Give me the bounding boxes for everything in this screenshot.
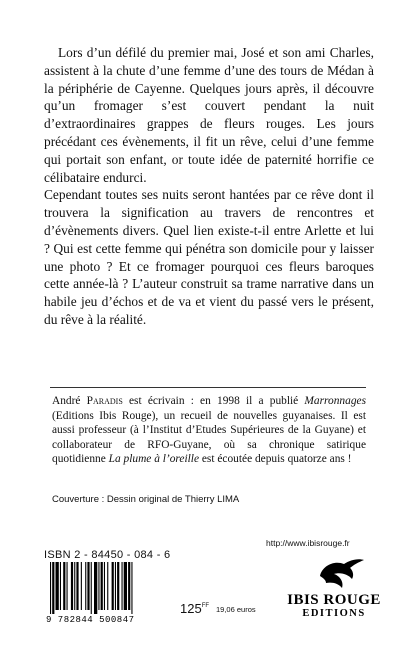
- synopsis-paragraph-2: Cependant toutes ses nuits seront hantées par ce rêve dont il trouvera la signification au travers de rencontres et d’évènements divers. Quel lien existe-t-il entre Arlette et lui ? Qui est cette femme qui pénétra son domicile pour y laisser une photo ? Et ce fromager pourquoi ces fleurs baroques cette année-là ? L’auteur construit sa trame narrative dans un habile jeu d’échos et de va et vient du passé vers le présent, du rêve à la réalité.: [44, 187, 374, 327]
- publisher-editions: EDITIONS: [302, 608, 366, 619]
- author-first-name: André: [52, 395, 87, 407]
- barcode-bar: [52, 562, 54, 614]
- barcode-bar: [94, 562, 97, 614]
- isbn: ISBN 2 - 84450 - 084 - 6: [44, 549, 171, 561]
- author-bio: [52, 394, 366, 467]
- barcode-bar: [71, 562, 73, 610]
- book-title-1: Marronnages: [304, 395, 366, 407]
- barcode-bar: [81, 562, 82, 610]
- price-unit: FF: [201, 603, 210, 609]
- barcode-bar: [122, 562, 123, 610]
- publisher-name: IBIS ROUGE: [287, 592, 381, 608]
- barcode-bar: [67, 562, 68, 610]
- price: [180, 600, 209, 618]
- barcode-digits: 9 782844 500847: [46, 615, 135, 624]
- price-euros: 19,06 euros: [216, 605, 256, 614]
- synopsis-paragraph-1: Lors d’un défilé du premier mai, José et son ami Charles, assistent à la chute d’une femme d’une des tours de Médan à la périphérie de Cayenne. Quelques jours après, il découvre qu’un fromager s’est couvert pendant la nuit d’extraordinaires grappes de fleurs rouges. Les jours précédant ces évènements, il fit un rêve, celui d’une femme qui portait son enfant, or toute idée de paternité horrifie ce célibataire endurci.: [44, 45, 374, 185]
- barcode-bar: [101, 562, 103, 610]
- barcode-bar: [91, 562, 92, 614]
- barcode-bar: [56, 562, 59, 610]
- barcode-bar: [60, 562, 61, 610]
- bio-text-3: est écoutée depuis quatorze ans !: [199, 453, 352, 466]
- price-value: 125: [180, 601, 202, 616]
- barcode-bar: [50, 562, 51, 614]
- barcode-bar: [131, 562, 132, 614]
- barcode: [44, 562, 169, 624]
- barcode-bar: [112, 562, 114, 610]
- cover-frame: [4, 4, 399, 645]
- barcode-bar: [74, 562, 75, 610]
- publisher-url: http://www.ibisrouge.fr: [266, 538, 350, 548]
- barcode-bar: [128, 562, 130, 610]
- cover-credit: Couverture : Dessin original de Thierry LIMA: [52, 494, 240, 505]
- author-last-name: Paradis: [86, 395, 123, 407]
- barcode-bar: [87, 562, 89, 610]
- divider: [50, 387, 366, 388]
- barcode-bar: [104, 562, 105, 610]
- barcode-bar: [117, 562, 119, 610]
- barcode-bar: [63, 562, 65, 610]
- barcode-bar: [98, 562, 99, 610]
- barcode-bar: [124, 562, 127, 610]
- book-title-2: La plume à l’oreille: [108, 453, 200, 466]
- publisher-logo: [282, 552, 386, 622]
- barcode-bar: [85, 562, 86, 610]
- barcode-bar: [107, 562, 108, 610]
- bio-text-1: est écrivain : en 1998 il a publié: [122, 395, 305, 407]
- synopsis: [44, 44, 374, 329]
- bio-text-2: (Editions Ibis Rouge), un recueil de nouvelles guyanaises. Il est aussi professeur (à l’Institut d’Etudes Supérieures de la Guyane) et collaborateur de RFO-Guyane, où sa chronique satirique quotidienne: [52, 409, 366, 466]
- barcode-bar: [115, 562, 116, 610]
- barcode-bar: [76, 562, 78, 610]
- ibis-bird-icon: [320, 559, 364, 588]
